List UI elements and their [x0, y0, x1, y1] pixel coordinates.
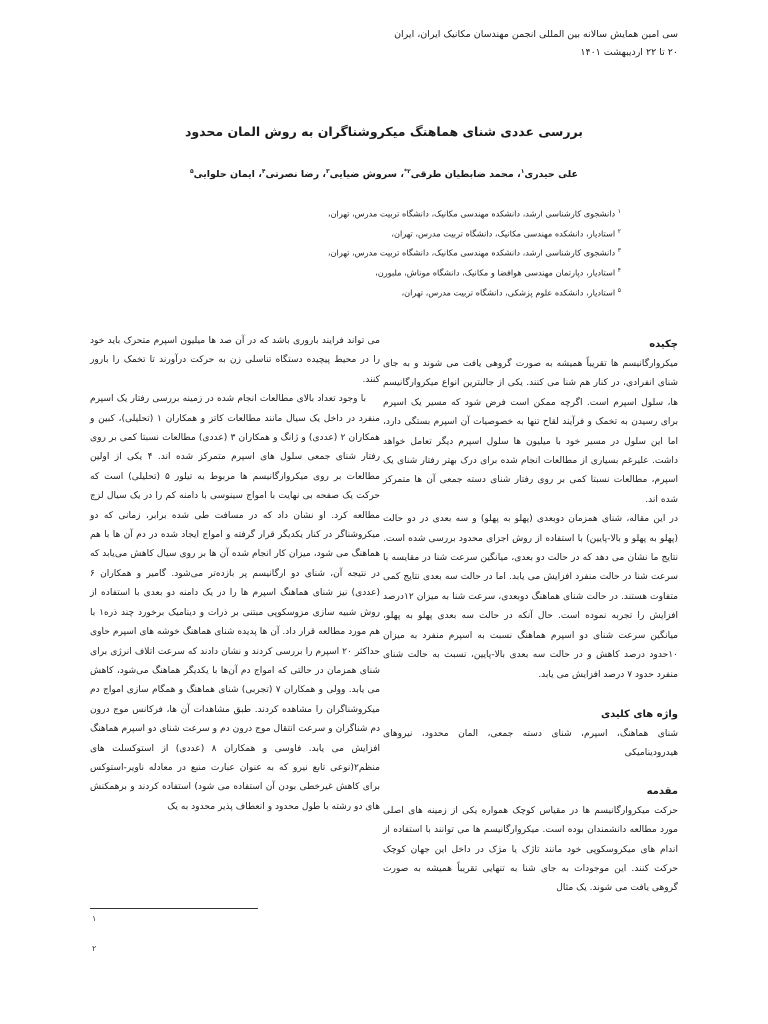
conference-header: [378, 26, 678, 62]
author-mark: ۲*: [403, 168, 411, 175]
affiliation-item: [201, 242, 621, 262]
intro-heading: مقدمه: [646, 785, 678, 797]
left-paragraph-1: می تواند فرایند باروری باشد که در آن صد ها میلیون اسپرم متحرک باید خود را در محیط پیچیده دستگاه تناسلی زن به حرکت درآورند تا تخمک را بارور کنند.: [90, 336, 380, 385]
author-mark: ۳: [325, 168, 330, 175]
paper-title: بررسی عددی شنای هماهنگ میکروشناگران به روش المان محدود: [184, 124, 583, 139]
affiliation-text: دانشجوی کارشناسی ارشد، دانشکده مهندسی مکانیک، دانشگاه تربیت مدرس، تهران،: [327, 208, 616, 219]
affiliation-item: [201, 262, 621, 282]
author-name: ایمان حلوایی: [193, 169, 255, 181]
conference-name: سی امین همایش سالانه بین المللی انجمن مهندسان مکانیک ایران، ایران: [394, 29, 678, 40]
conference-dates: ۲۰ تا ۲۲ اردیبهشت ۱۴۰۱: [580, 47, 678, 58]
intro-paragraph-1: حرکت میکروارگانیسم ها در مقیاس کوچک همواره یکی از زمینه های اصلی مورد مطالعه دانشمندان بوده است. میکروارگانیسم ها می توانند با استفاده از اندام های میکروسکوپی خود مانند تاژک یا مژک در داخل این جهان کوچک حرکت کنند. این موجودات به جای شنا به تنهایی تقریباً همیشه به صورت گروهی یافت می شوند. یک مثال: [383, 805, 678, 894]
affiliation-text: دانشجوی کارشناسی ارشد، دانشکده مهندسی مکانیک، دانشگاه تربیت مدرس، تهران،: [327, 248, 616, 259]
right-column: [383, 335, 678, 899]
author-name: محمد ضابطیان طرقی: [410, 169, 514, 181]
affiliation-mark: ۱: [617, 208, 621, 215]
affiliation-mark: ۳: [617, 247, 621, 255]
affiliation-item: [201, 203, 621, 223]
affiliation-mark: ۲: [617, 227, 621, 235]
author-mark: ۴: [261, 168, 266, 175]
author-list: علی حیدری$^۱$، محمد ضابطیان طرقی$^{۲*}$، سروش ضیایی$^۳$، رضا نصرتی$^۴$، ایمان حلوایی$^۵$: [189, 168, 579, 181]
abstract-paragraph-1: میکروارگانیسم ها تقریباً همیشه به صورت گروهی یافت می شوند و به جای شنای انفرادی، در کنار هم شنا می کنند. یکی از جالبترین انواع میکروارگانیسم ها، سلول اسپرم است. اگرچه ممکن است فرض شود که مسیر یک اسپرم برای رسیدن به تخمک و فرآیند لقاح تنها به خصوصیات آن اسپرم بستگی دارد، اما این سلول در مسیر خود با میلیون ها سلول اسپرم دیگر تعامل خواهد داشت. علیرغم بسیاری از مطالعات انجام شده برای درک بهتر رفتار شنای یک اسپرم، مطالعات نسبتا کمی بر روی رفتار شنای دسته جمعی آن ها متمرکز شده اند.: [383, 359, 678, 505]
affiliation-text: استادیار، دانشکده علوم پزشکی، دانشگاه تربیت مدرس، تهران،: [401, 287, 616, 298]
affiliation-mark: ۵: [617, 286, 621, 294]
author-name: علی حیدری: [524, 169, 579, 181]
author-mark: ۵: [189, 168, 194, 175]
affiliation-list: [201, 203, 621, 302]
author-mark: ۱: [520, 168, 525, 175]
affiliation-mark: ۴: [617, 267, 621, 275]
abstract-heading: چکیده: [649, 339, 678, 350]
author-name: سروش ضیایی: [329, 169, 398, 181]
author-name: رضا نصرتی: [265, 169, 320, 181]
abstract-paragraph-2: در این مقاله، شنای همزمان دوبعدی (پهلو به پهلو) و سه بعدی در دو حالت (پهلو به پهلو و بالا-پایین) با استفاده از روش اجزای محدود بررسی شده است. نتایج ما نشان می دهد که در حالت دو بعدی، میانگین سرعت شنا در مقایسه با سرعت شنا در حالت منفرد افزایش می یابد. اما در حالت سه بعدی نتایج کمی متفاوت هستند. در حالت شنای هماهنگ دوبعدی، سرعت شنا به میزان ۱۲درصد افزایش را تجربه نموده است. حال آنکه در حالت سه بعدی پهلو به پهلو، میانگین سرعت شنای دو اسپرم هماهنگ نسبت به اسپرم منفرد به میزان ۱۰حدود درصد کاهش و در حالت سه بعدی بالا-پایین، نسبت به حالت شنای منفرد حدود ۷ درصد افزایش می یابد.: [383, 514, 678, 680]
footnote-2: ۲: [92, 944, 97, 953]
footnote-1: ۱: [92, 914, 97, 923]
affiliation-item: [201, 282, 621, 302]
left-column: [90, 332, 380, 817]
left-paragraph-2: با وجود تعداد بالای مطالعات انجام شده در زمینه بررسی رفتار یک اسپرم منفرد در داخل یک سیال مانند مطالعات کاتز و همکاران ۱ (تحلیلی)، کبین و همکاران ۲ (عددی) و ژانگ و همکاران ۳ (عددی) مطالعات نسبتا کمی بر روی رفتار شنای جمعی سلول های اسپرم متمرکز شده اند. ۴ یکی از اولین مطالعات بر روی میکروارگانیسم ها مربوط به تیلور ۵ (تحلیلی) است که حرکت یک صفحه بی نهایت با امواج سینوسی با دامنه کم را در یک سیال لزج مطالعه کرد. او نشان داد که در مسافت طی شده برابر، زمانی که دو میکروشناگر در کنار یکدیگر قرار گرفته و امواج ایجاد شده در دم آن ها با هم هماهنگ می شود، میزان کار انجام شده آن ها بر روی سیال کاهش می‌یابد که در نتیجه آن، شنای دو ارگانیسم پر بازده‌تر می‌شود. گامیر و همکاران ۶ (عددی) نیز شنای هماهنگ اسپرم ها را در یک دامنه دو بعدی با استفاده از روش شبیه سازی مزوسکوپی مبتنی بر ذرات و دینامیک برخورد چند ذره۱ با هم مورد مطالعه قرار داد. آن ها پدیده شنای هماهنگ خوشه های اسپرم حاوی حداکثر ۲۰ اسپرم را بررسی کردند و نشان دادند که سرعت اتلاف انرژی برای شنای همزمان در حالتی که امواج دم آن‌ها با یکدیگر هماهنگ می‌شود، کاهش می یابد. وولی و همکاران ۷ (تجربی) شنای هماهنگ و همگام سازی امواج دم میکروشناگران را مشاهده کردند. طبق مشاهدات آن ها، فرکانس موج درون دم شناگران و سرعت انتقال موج درون دم و سرعت شنای دو اسپرم هماهنگ افزایش می یابد. فاوسی و همکاران ۸ (عددی) از استوکسلت های منظم۲(نوعی تابع نیرو که به عنوان عبارت منبع در معادله ناویر-استوکس برای کاهش غیرخطی بودن آن استفاده می شود) استفاده کردند و برهمکنش های دو رشته با طول محدود و انعطاف پذیر محدود به یک: [90, 394, 381, 812]
affiliation-text: استادیار، دانشکده مهندسی مکانیک، دانشگاه تربیت مدرس، تهران،: [391, 228, 616, 239]
keywords-text: شنای هماهنگ، اسپرم، شنای دسته جمعی، المان محدود، نیروهای هیدرودینامیکی: [383, 728, 678, 759]
affiliation-item: [201, 223, 621, 243]
keywords-heading: واژه های کلیدی: [600, 708, 678, 720]
affiliation-text: استادیار، دپارتمان مهندسی هوافضا و مکانیک، دانشگاه موناش، ملبورن،: [375, 267, 616, 278]
footnote-divider: [90, 908, 258, 909]
